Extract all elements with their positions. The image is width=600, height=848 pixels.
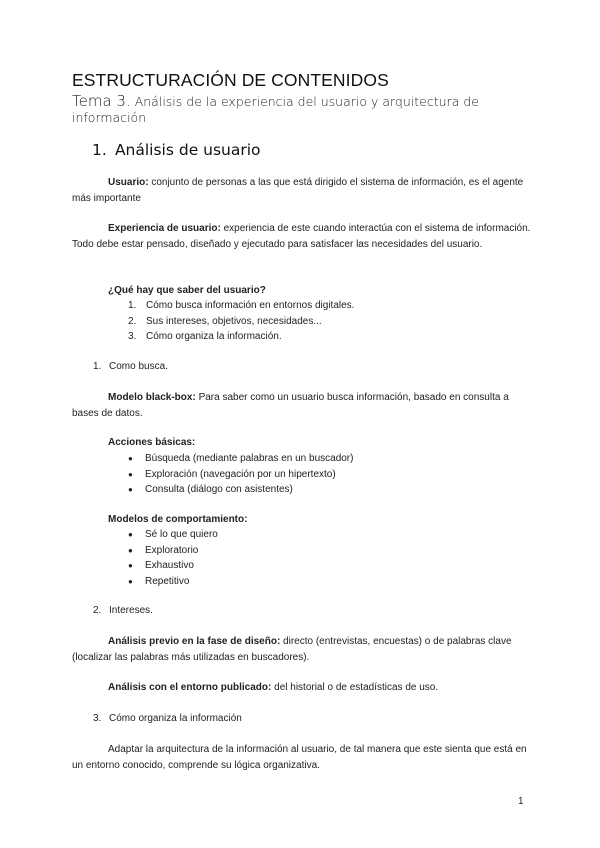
blackbox-text: Para saber como un usuario busca información, basado en consulta a bases de datos. bbox=[72, 392, 509, 419]
list-item: ● Exploración (navegación por un hipertexto) bbox=[127, 467, 353, 483]
usuario-term: Usuario: bbox=[108, 177, 149, 188]
page-number: 1 bbox=[518, 796, 524, 807]
bullet-icon: ● bbox=[128, 454, 133, 463]
analisis-previo-term: Análisis previo en la fase de diseño: bbox=[108, 636, 281, 647]
bullet-icon: ● bbox=[128, 576, 133, 586]
subtitle-lead: Tema 3. bbox=[72, 92, 131, 110]
subtitle-text: Análisis de la experiencia del usuario y arquitectura de información bbox=[72, 94, 479, 125]
list-item: 3. Cómo organiza la información. bbox=[128, 331, 282, 342]
bullet-icon: ● bbox=[128, 469, 133, 479]
list-item: ● Búsqueda (mediante palabras en un buscador) bbox=[127, 451, 353, 467]
list-item: ● Consulta (diálogo con asistentes) bbox=[127, 482, 353, 498]
bullet-icon: ● bbox=[128, 545, 133, 555]
analisis-previo-definition bbox=[72, 634, 532, 665]
subsection-como-busca: 1. Como busca. bbox=[93, 361, 168, 372]
bullet-icon: ● bbox=[128, 530, 133, 539]
section-heading-text: Análisis de usuario bbox=[114, 141, 261, 159]
document-title: ESTRUCTURACIÓN DE CONTENIDOS bbox=[72, 70, 389, 90]
subsection-intereses: 2. Intereses. bbox=[93, 605, 153, 616]
usuario-text: conjunto de personas a las que está dirigido el sistema de información, es el agente más importante bbox=[72, 177, 524, 204]
analisis-entorno-term: Análisis con el entorno publicado: bbox=[108, 682, 272, 693]
list-item: ● Repetitivo bbox=[127, 574, 218, 590]
section-heading-number: 1. bbox=[92, 141, 107, 159]
analisis-entorno-text: del historial o de estadísticas de uso. bbox=[271, 682, 439, 693]
bullet-icon: ● bbox=[128, 485, 133, 494]
subsection-como-organiza: 3. Cómo organiza la información bbox=[93, 713, 242, 724]
list-item: ● Exhaustivo bbox=[127, 558, 218, 574]
modelos-list bbox=[127, 527, 218, 589]
modelos-label: Modelos de comportamiento: bbox=[108, 514, 248, 525]
que-saber-label: ¿Qué hay que saber del usuario? bbox=[108, 285, 266, 296]
experiencia-term: Experiencia de usuario: bbox=[108, 223, 221, 234]
document-subtitle bbox=[72, 93, 512, 126]
list-item: ● Sé lo que quiero bbox=[127, 527, 218, 543]
list-item: 1. Cómo busca información en entornos digitales. bbox=[128, 300, 355, 311]
list-item: 2. Sus intereses, objetivos, necesidades... bbox=[128, 315, 322, 327]
bullet-icon: ● bbox=[128, 561, 133, 570]
adaptar-paragraph: Adaptar la arquitectura de la información al usuario, de tal manera que este sienta que está en un entorno conocido, comprende su lógica organizativa. bbox=[72, 744, 527, 771]
usuario-definition bbox=[72, 175, 532, 206]
section-heading bbox=[92, 141, 261, 159]
experiencia-definition bbox=[72, 221, 532, 252]
analisis-previo-text: directo (entrevistas, encuestas) o de palabras clave (localizar las palabras más utilizadas en buscadores). bbox=[72, 636, 512, 663]
analisis-entorno-definition bbox=[72, 680, 532, 696]
experiencia-text: experiencia de este cuando interactúa con el sistema de información. Todo debe estar pensado, diseñado y ejecutado para satisfacer las necesidades del usuario. bbox=[72, 223, 531, 250]
acciones-label: Acciones básicas: bbox=[108, 437, 196, 448]
list-item: ● Exploratorio bbox=[127, 543, 218, 559]
acciones-list bbox=[127, 451, 353, 498]
blackbox-term: Modelo black-box: bbox=[108, 392, 196, 403]
que-saber-list bbox=[128, 298, 354, 345]
blackbox-definition bbox=[72, 390, 532, 421]
